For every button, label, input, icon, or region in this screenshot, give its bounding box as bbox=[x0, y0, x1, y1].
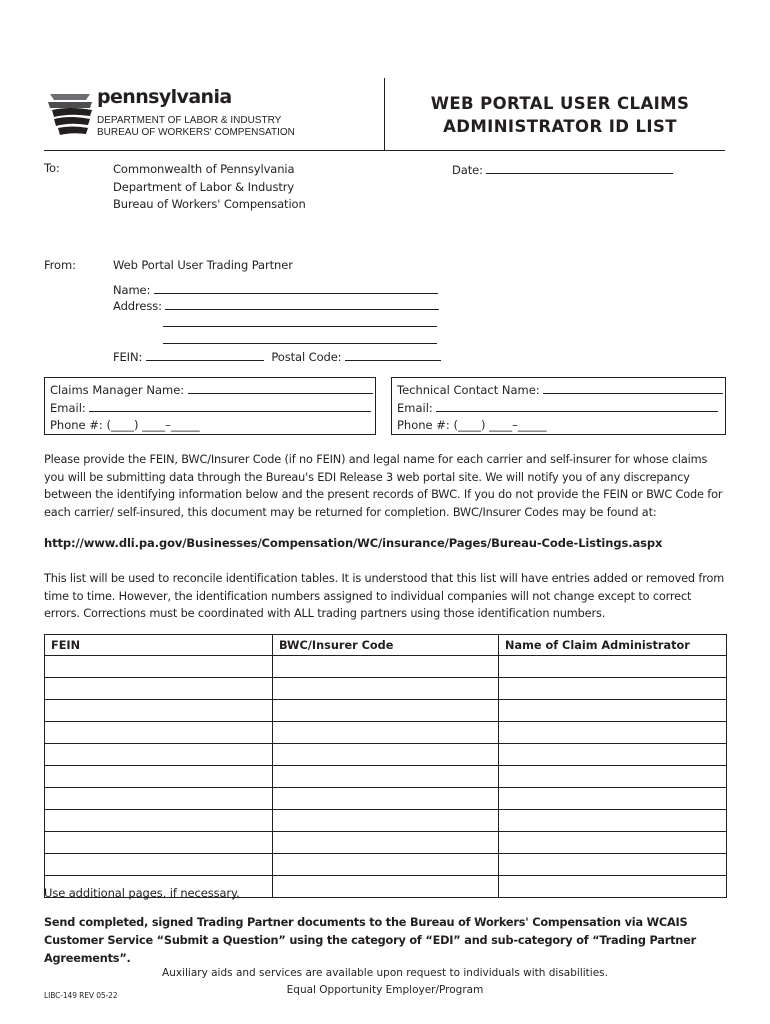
additional-pages-note: Use additional pages, if necessary. bbox=[44, 886, 240, 900]
from-label: From: bbox=[44, 258, 76, 272]
fein-cell[interactable] bbox=[45, 788, 273, 810]
table-body bbox=[45, 656, 727, 898]
from-heading: Web Portal User Trading Partner bbox=[113, 258, 293, 272]
bwc-code-cell[interactable] bbox=[273, 854, 499, 876]
table-row bbox=[45, 722, 727, 744]
date-field[interactable] bbox=[452, 161, 673, 177]
claims-manager-phone-mask[interactable]: (____) ____–_____ bbox=[106, 418, 200, 432]
technical-contact-name-field[interactable] bbox=[397, 381, 721, 399]
technical-contact-name-label: Technical Contact Name: bbox=[397, 383, 540, 397]
claim-administrator-cell[interactable] bbox=[499, 854, 727, 876]
fein-line[interactable] bbox=[146, 348, 264, 361]
technical-contact-email-line[interactable] bbox=[436, 399, 718, 412]
send-instructions: Send completed, signed Trading Partner documents to the Bureau of Workers' Compensation via WCAIS Customer Service “Submit a Question” using the category of “EDI” and sub-category of “Trading Partner Agreements”. bbox=[44, 916, 696, 965]
instructions-paragraph: Please provide the FEIN, BWC/Insurer Code (if no FEIN) and legal name for each carrier and self-insurer for whose claims you will be submitting data through the Bureau's EDI Release 3 web portal site. We will notify you of any discrepancy between the identifying information below and the present records of BWC. If you do not provide the FEIN or BWC Code for each carrier/ self-insured, this document may be returned for completion. BWC/Insurer Codes may be found at: bbox=[44, 453, 723, 519]
fein-label: FEIN: bbox=[113, 350, 143, 364]
table-row bbox=[45, 810, 727, 832]
name-label: Name: bbox=[113, 283, 151, 297]
fein-cell[interactable] bbox=[45, 656, 273, 678]
logo-wordmark: pennsylvania bbox=[97, 86, 232, 108]
bwc-code-cell[interactable] bbox=[273, 832, 499, 854]
table-row bbox=[45, 700, 727, 722]
column-header-claim-administrator: Name of Claim Administrator bbox=[499, 635, 727, 656]
to-line-3: Bureau of Workers' Compensation bbox=[113, 197, 306, 211]
fein-cell[interactable] bbox=[45, 744, 273, 766]
technical-contact-email-field[interactable] bbox=[397, 399, 721, 417]
name-field[interactable] bbox=[113, 281, 438, 297]
fein-cell[interactable] bbox=[45, 700, 273, 722]
claims-manager-name-line[interactable] bbox=[188, 381, 373, 394]
address-line-3[interactable] bbox=[163, 331, 437, 344]
claim-administrator-cell[interactable] bbox=[499, 810, 727, 832]
table-row bbox=[45, 744, 727, 766]
technical-contact-name-line[interactable] bbox=[543, 381, 723, 394]
table-header-row bbox=[45, 635, 727, 656]
bwc-code-cell[interactable] bbox=[273, 810, 499, 832]
technical-contact-phone-field[interactable] bbox=[397, 417, 721, 434]
bwc-code-cell[interactable] bbox=[273, 722, 499, 744]
bwc-code-cell[interactable] bbox=[273, 700, 499, 722]
bwc-code-cell[interactable] bbox=[273, 788, 499, 810]
fein-cell[interactable] bbox=[45, 766, 273, 788]
fein-cell[interactable] bbox=[45, 722, 273, 744]
bwc-code-cell[interactable] bbox=[273, 744, 499, 766]
footer-equal-opportunity: Equal Opportunity Employer/Program bbox=[286, 984, 484, 996]
bwc-code-cell[interactable] bbox=[273, 678, 499, 700]
claim-administrator-cell[interactable] bbox=[499, 744, 727, 766]
header-divider-vertical bbox=[384, 78, 385, 150]
address-field[interactable] bbox=[113, 297, 439, 313]
table-row bbox=[45, 788, 727, 810]
technical-contact-phone-label: Phone #: bbox=[397, 418, 450, 432]
bwc-code-cell[interactable] bbox=[273, 876, 499, 898]
claim-administrator-cell[interactable] bbox=[499, 832, 727, 854]
address-line-2[interactable] bbox=[163, 314, 437, 327]
claim-administrator-cell[interactable] bbox=[499, 700, 727, 722]
keystone-logo-icon bbox=[46, 88, 94, 140]
postal-code-label: Postal Code: bbox=[271, 350, 342, 364]
dept-name-line2: BUREAU OF WORKERS' COMPENSATION bbox=[97, 127, 295, 138]
postal-code-line[interactable] bbox=[345, 348, 441, 361]
bwc-code-cell[interactable] bbox=[273, 656, 499, 678]
claims-manager-name-label: Claims Manager Name: bbox=[50, 383, 185, 397]
bwc-code-cell[interactable] bbox=[273, 766, 499, 788]
form-title-line2: ADMINISTRATOR ID LIST bbox=[443, 117, 677, 136]
table-row bbox=[45, 678, 727, 700]
to-label: To: bbox=[44, 161, 60, 175]
technical-contact-phone-mask[interactable]: (____) ____–_____ bbox=[453, 418, 547, 432]
name-line[interactable] bbox=[154, 281, 438, 294]
footer-auxiliary-aids: Auxiliary aids and services are available upon request to individuals with disabilities. bbox=[162, 967, 608, 979]
to-line-2: Department of Labor & Industry bbox=[113, 179, 295, 194]
claim-administrator-cell[interactable] bbox=[499, 876, 727, 898]
address-label: Address: bbox=[113, 299, 162, 313]
claims-manager-email-line[interactable] bbox=[89, 399, 371, 412]
table-row bbox=[45, 832, 727, 854]
table-row bbox=[45, 854, 727, 876]
to-address bbox=[113, 161, 306, 214]
pa-logo bbox=[46, 84, 295, 144]
claims-manager-email-label: Email: bbox=[50, 401, 86, 415]
fein-cell[interactable] bbox=[45, 810, 273, 832]
table-row bbox=[45, 766, 727, 788]
date-label: Date: bbox=[452, 163, 483, 177]
claims-administrator-table bbox=[44, 634, 727, 898]
claim-administrator-cell[interactable] bbox=[499, 788, 727, 810]
claim-administrator-cell[interactable] bbox=[499, 722, 727, 744]
technical-contact-email-label: Email: bbox=[397, 401, 433, 415]
column-header-bwc-code: BWC/Insurer Code bbox=[273, 635, 499, 656]
header-divider-horizontal bbox=[44, 150, 725, 151]
column-header-fein: FEIN bbox=[45, 635, 273, 656]
claims-manager-phone-label: Phone #: bbox=[50, 418, 103, 432]
claims-manager-box bbox=[44, 377, 376, 435]
table-row bbox=[45, 656, 727, 678]
bureau-code-listings-link[interactable]: http://www.dli.pa.gov/Businesses/Compensation/WC/insurance/Pages/Bureau-Code-Listings.aspx bbox=[44, 536, 663, 550]
claims-manager-email-field[interactable] bbox=[50, 399, 371, 417]
technical-contact-box bbox=[391, 377, 726, 435]
fein-postal-row bbox=[113, 348, 441, 364]
reconcile-paragraph: This list will be used to reconcile identification tables. It is understood that this list will have entries added or removed from time to time. However, the identification numbers assigned to individual companies will not change except to correct errors. Corrections must be coordinated with ALL trading partners using those identification numbers. bbox=[44, 572, 725, 621]
claims-manager-name-field[interactable] bbox=[50, 381, 371, 399]
address-line-1[interactable] bbox=[165, 297, 439, 310]
claim-administrator-cell[interactable] bbox=[499, 766, 727, 788]
fein-cell[interactable] bbox=[45, 854, 273, 876]
claim-administrator-cell[interactable] bbox=[499, 678, 727, 700]
fein-cell[interactable] bbox=[45, 678, 273, 700]
date-line[interactable] bbox=[486, 161, 673, 174]
to-line-1: Commonwealth of Pennsylvania bbox=[113, 162, 295, 176]
form-number: LIBC-149 REV 05-22 bbox=[44, 991, 118, 1000]
claim-administrator-cell[interactable] bbox=[499, 656, 727, 678]
form-title bbox=[400, 92, 720, 138]
dept-name-line1: DEPARTMENT OF LABOR & INDUSTRY bbox=[97, 115, 282, 126]
claims-manager-phone-field[interactable] bbox=[50, 417, 371, 434]
fein-cell[interactable] bbox=[45, 832, 273, 854]
form-title-line1: WEB PORTAL USER CLAIMS bbox=[430, 94, 690, 113]
